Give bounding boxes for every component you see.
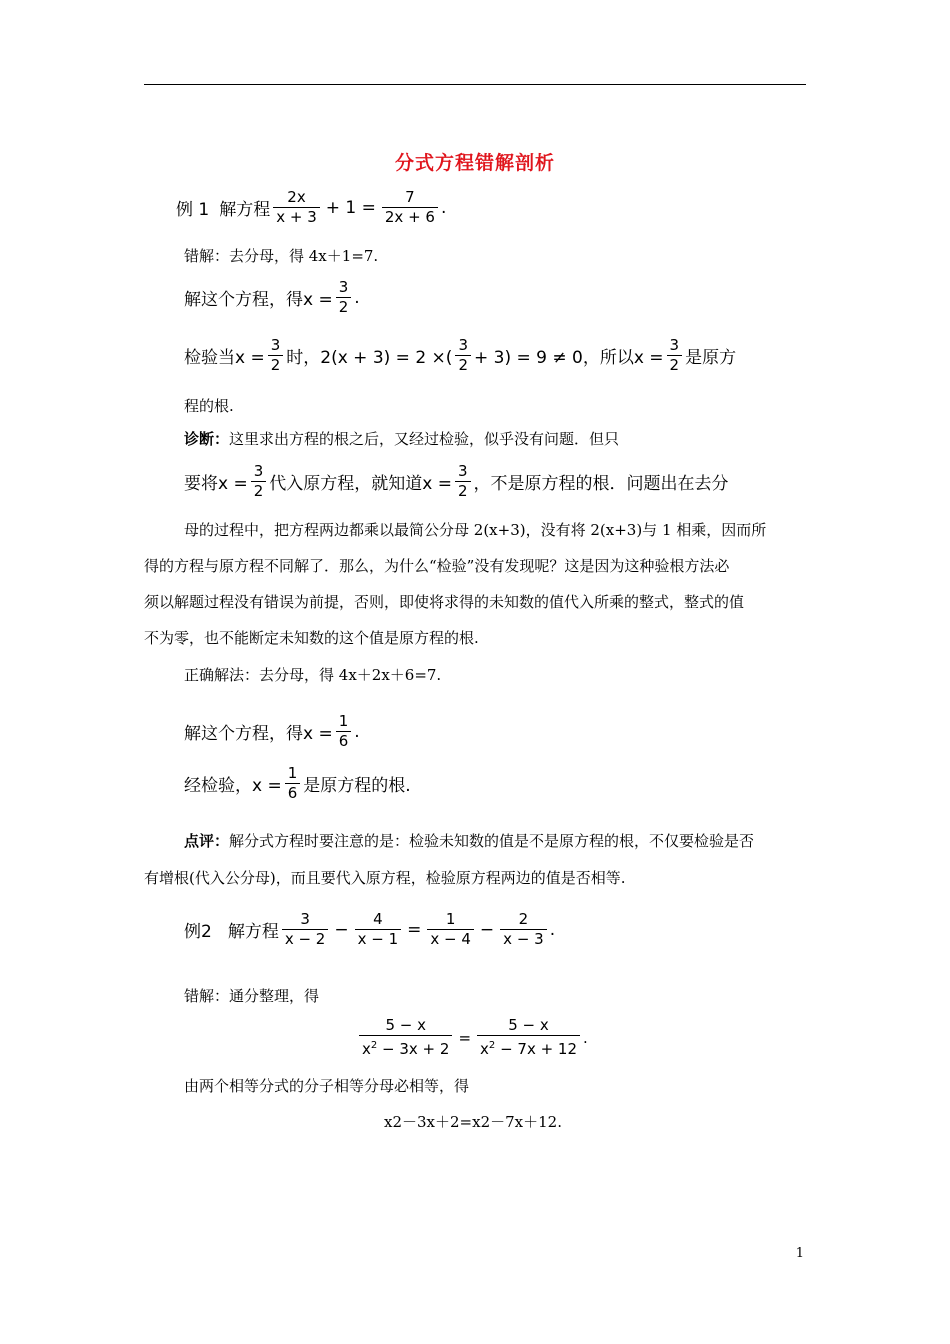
denominator: 2 [268,355,284,375]
diagnosis-line [184,429,619,449]
text: 这里求出方程的根之后，又经过检验，似乎没有问题．但只 [229,430,620,448]
text: − 7x + 12 [495,1040,578,1058]
numerator: 7 [405,188,415,206]
fraction [455,462,471,501]
numerator: 4 [373,910,383,928]
text: 检验当x = [184,348,265,368]
denominator: 2 [455,355,471,375]
period: . [354,287,360,308]
page-title: 分式方程错解剖析 [394,152,555,174]
denominator: x − 3 [500,929,547,949]
diagnosis-paragraph-line: 不为零，也不能断定未知数的这个值是原方程的根. [144,629,479,647]
text: 代入原方程，就知道x = [269,474,452,494]
fraction [285,764,301,803]
denominator: 6 [336,731,352,751]
operator: = [458,1028,472,1047]
operator: − [334,919,349,940]
denominator [359,1035,452,1059]
comment-label: 点评： [184,832,230,850]
comment-line: 有增根(代入公分母)，而且要代入原方程，检验原方程两边的值是否相等. [144,869,626,887]
correct-solution-check [184,764,411,803]
fraction [268,336,284,375]
fraction [273,188,320,227]
text: − 3x + 2 [377,1040,450,1058]
example-1-label: 例 1 [176,200,210,220]
wrong-solution-2-equation-text: x2－3x＋2=x2－7x＋12. [384,1113,562,1131]
denominator: 6 [285,783,301,803]
denominator: 2 [455,481,471,501]
numerator: 2x [287,188,306,206]
denominator [477,1035,580,1059]
fraction [477,1016,580,1059]
denominator: x − 2 [282,929,329,949]
text: 是原方程的根. [303,776,411,796]
numerator: 5 − x [508,1016,549,1034]
text: 经检验，x = [184,776,282,796]
numerator: 3 [300,910,310,928]
fraction [382,188,438,227]
wrong-solution-2-line: 错解：通分整理，得 [184,987,320,1005]
operator: = [407,919,422,940]
fraction [427,910,474,949]
denominator: 2 [336,297,352,317]
denominator: x + 3 [273,207,320,227]
diagnosis-paragraph-line: 母的过程中，把方程两边都乘以最简公分母 2(x+3)，没有将 2(x+3)与 1 相乘，因而所 [184,521,767,539]
wrong-solution-1-check [184,336,736,375]
exponent: 2 [488,1040,496,1051]
diagnosis-math-line [184,462,729,501]
numerator: 1 [445,910,456,928]
fraction [355,910,402,949]
fraction [251,462,267,501]
wrong-solution-2-equation [356,1016,588,1059]
period: . [549,919,556,940]
numerator: 3 [457,462,468,480]
operator: + 1 = [325,197,376,218]
fraction [500,910,547,949]
denominator: x − 1 [355,929,402,949]
fraction [282,910,329,949]
text: 解分式方程时要注意的是：检验未知数的值是不是原方程的根，不仅要检验是否 [229,832,755,850]
operator: − [479,919,495,940]
fraction [336,712,352,751]
text: + 3) = 9 ≠ 0，所以x = [473,348,664,368]
diagnosis-label: 诊断： [184,430,230,448]
wrong-solution-1-result [184,278,360,317]
text: 是原方 [685,348,737,368]
period: . [354,721,360,742]
text: 要将x = [184,474,248,494]
text: x [362,1040,371,1058]
fraction [455,336,471,375]
example-1-problem [176,188,446,227]
period: . [440,197,447,218]
numerator: 3 [669,336,680,354]
diagnosis-paragraph-line: 得的方程与原方程不同解了．那么，为什么“检验”没有发现呢？这是因为这种验根方法必 [144,557,730,575]
wrong-solution-1-line: 错解：去分母，得 4x＋1=7. [184,247,379,265]
numerator: 5 − x [385,1016,426,1034]
example-2-label: 例2 [184,922,212,942]
denominator: 2 [667,355,683,375]
correct-solution-line: 正确解法：去分母，得 4x＋2x＋6=7. [184,666,442,684]
page-number: 1 [795,1246,804,1261]
text: 时，2(x + 3) = 2 ×( [286,348,453,368]
numerator: 2 [518,910,529,928]
text: ，不是原方程的根．问题出在去分 [473,474,729,494]
text: x [480,1040,489,1058]
period: . [583,1028,588,1047]
example-2-problem [184,910,555,949]
wrong-solution-2-line: 由两个相等分式的分子相等分母必相等，得 [184,1077,470,1095]
numerator: 1 [287,764,298,782]
exponent: 2 [370,1040,378,1051]
wrong-solution-1-continuation: 程的根. [184,397,234,415]
header-rule [144,84,806,85]
text: 解这个方程，得x = [184,290,333,310]
fraction [667,336,683,375]
numerator: 3 [253,462,264,480]
text: 解这个方程，得x = [184,724,333,744]
correct-solution-result [184,712,360,751]
denominator: x − 4 [427,929,474,949]
comment-line [184,831,754,851]
numerator: 1 [338,712,349,730]
numerator: 3 [458,336,468,354]
diagnosis-paragraph-line: 须以解题过程没有错误为前提，否则，即使将求得的未知数的值代入所乘的整式，整式的值 [144,593,745,611]
fraction [336,278,352,317]
example-1-prompt: 解方程 [219,200,271,220]
numerator: 3 [338,278,349,296]
numerator: 3 [270,336,281,354]
denominator: 2 [251,481,267,501]
fraction [359,1016,452,1059]
example-2-prompt: 解方程 [227,922,279,942]
denominator: 2x + 6 [382,207,438,227]
